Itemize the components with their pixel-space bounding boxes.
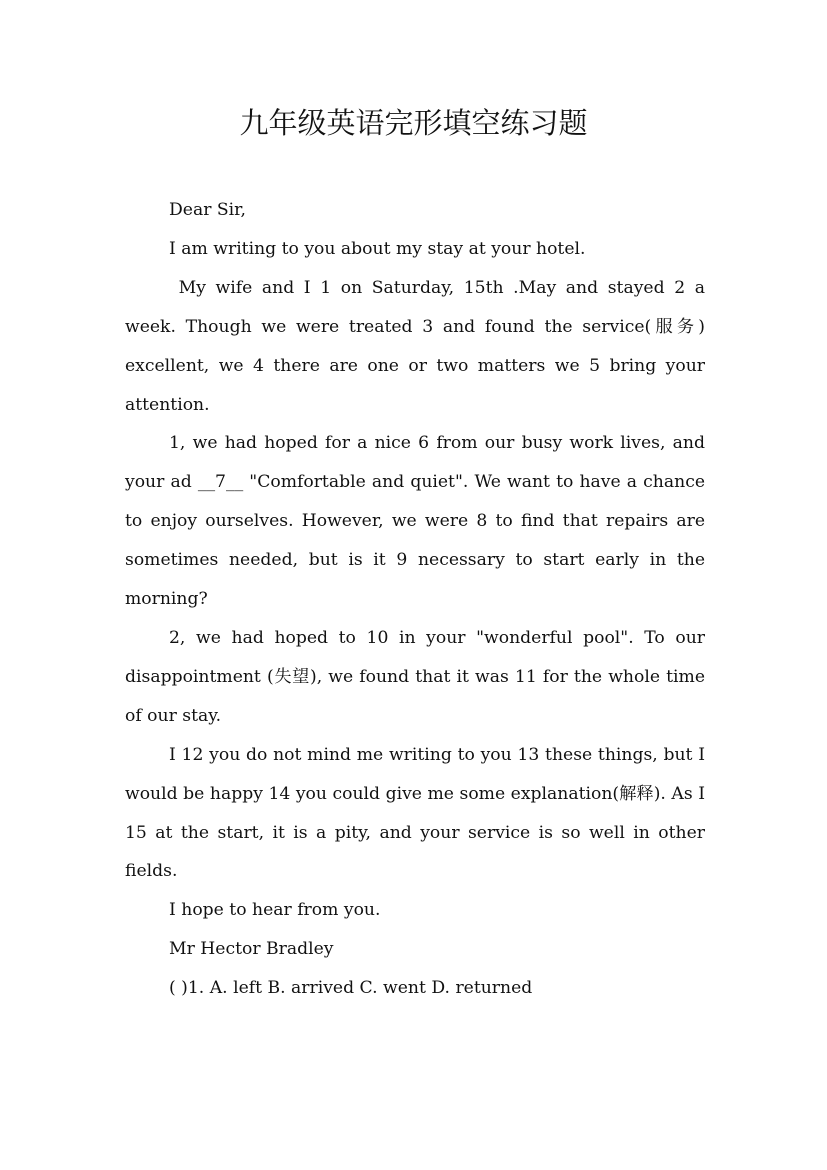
paragraph-point-2: 2, we had hoped to 10 in your "wonderful pool". To our disappointment (失望), we found that it was 11 for the whole time of our stay. (125, 627, 711, 726)
salutation: Dear Sir, (169, 200, 246, 220)
paragraph-stay: My wife and I 1 on Saturday, 15th .May and stayed 2 a week. Though we were treated 3 and found the service(服务) excellent, we 4 there are one or two matters we 5 bring your attention. (125, 277, 711, 415)
paragraph-hope: I hope to hear from you. (169, 900, 381, 921)
document-title: 九年级英语完形填空练习题 (239, 106, 588, 140)
paragraph-point-1: 1, we had hoped for a nice 6 from our busy work lives, and your ad __7__ "Comfortable and quiet". We want to have a chance to enjoy ourselves. However, we were 8 to find that repairs are sometimes needed, but is it 9 necessary to start early in the morning? (125, 433, 711, 610)
paragraph-closing: I 12 you do not mind me writing to you 13 these things, but I would be happy 14 you could give me some explanation(解释). As I 15 at the start, it is a pity, and your service is so well in other fields. (125, 744, 711, 882)
question-1: ( )1. A. left B. arrived C. went D. returned (169, 978, 533, 999)
document-body (125, 191, 711, 1008)
signature: Mr Hector Bradley (169, 939, 334, 960)
paragraph-intro: I am writing to you about my stay at your hotel. (169, 238, 586, 259)
